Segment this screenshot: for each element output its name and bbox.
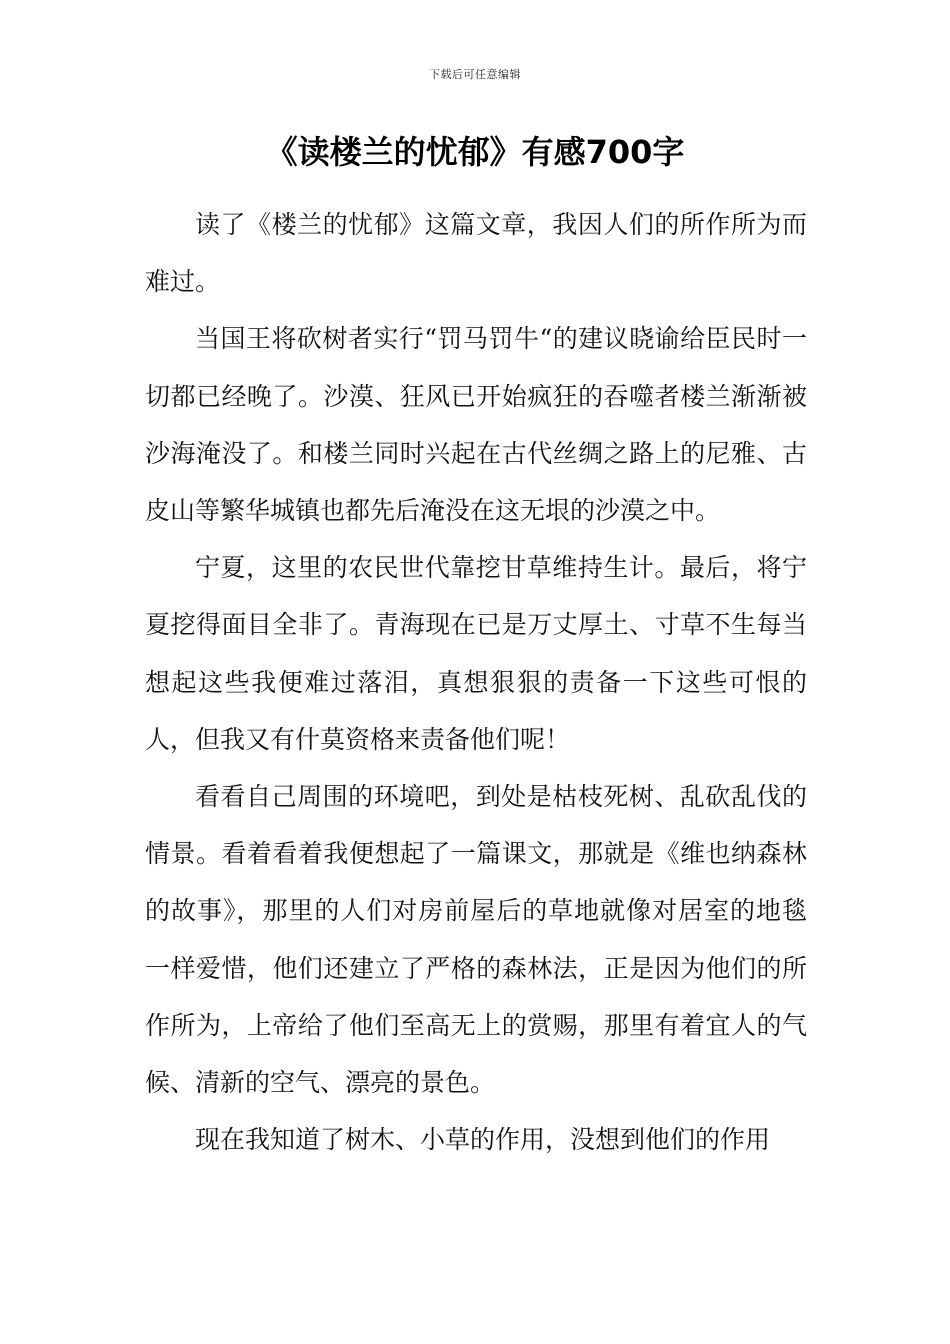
paragraph: 宁夏，这里的农民世代靠挖甘草维持生计。最后，将宁夏挖得面目全非了。青海现在已是万丈厚土、寸草不生每当想起这些我便难过落泪，真想狠狠的责备一下这些可恨的人，但我又有什莫资格来责备他们呢！ xyxy=(145,553,807,754)
header-note: 下载后可任意编辑 xyxy=(429,68,521,81)
paragraph: 当国王将砍树者实行“罚马罚牛“的建议晓谕给臣民时一切都已经晚了。沙漠、狂风已开始疯狂的吞噬者楼兰渐渐被沙海淹没了。和楼兰同时兴起在古代丝绸之路上的尼雅、古皮山等繁华城镇也都先后淹没在这无垠的沙漠之中。 xyxy=(145,324,807,526)
paragraph: 看看自己周围的环境吧，到处是枯枝死树、乱砍乱伐的情景。看着看着我便想起了一篇课文，那就是《维也纳森林的故事》，那里的人们对房前屋后的草地就像对居室的地毯一样爱惜，他们还建立了严格的森林法，正是因为他们的所作所为，上帝给了他们至高无上的赏赐，那里有着宜人的气候、清新的空气、漂亮的景色。 xyxy=(145,782,807,1098)
paragraph: 现在我知道了树木、小草的作用，没想到他们的作用 xyxy=(195,1125,771,1155)
paragraph: 读了《楼兰的忧郁》这篇文章，我因人们的所作所为而难过。 xyxy=(145,210,807,297)
document-body xyxy=(145,196,807,1168)
document-title: 《读楼兰的忧郁》有感700字 xyxy=(265,133,685,171)
